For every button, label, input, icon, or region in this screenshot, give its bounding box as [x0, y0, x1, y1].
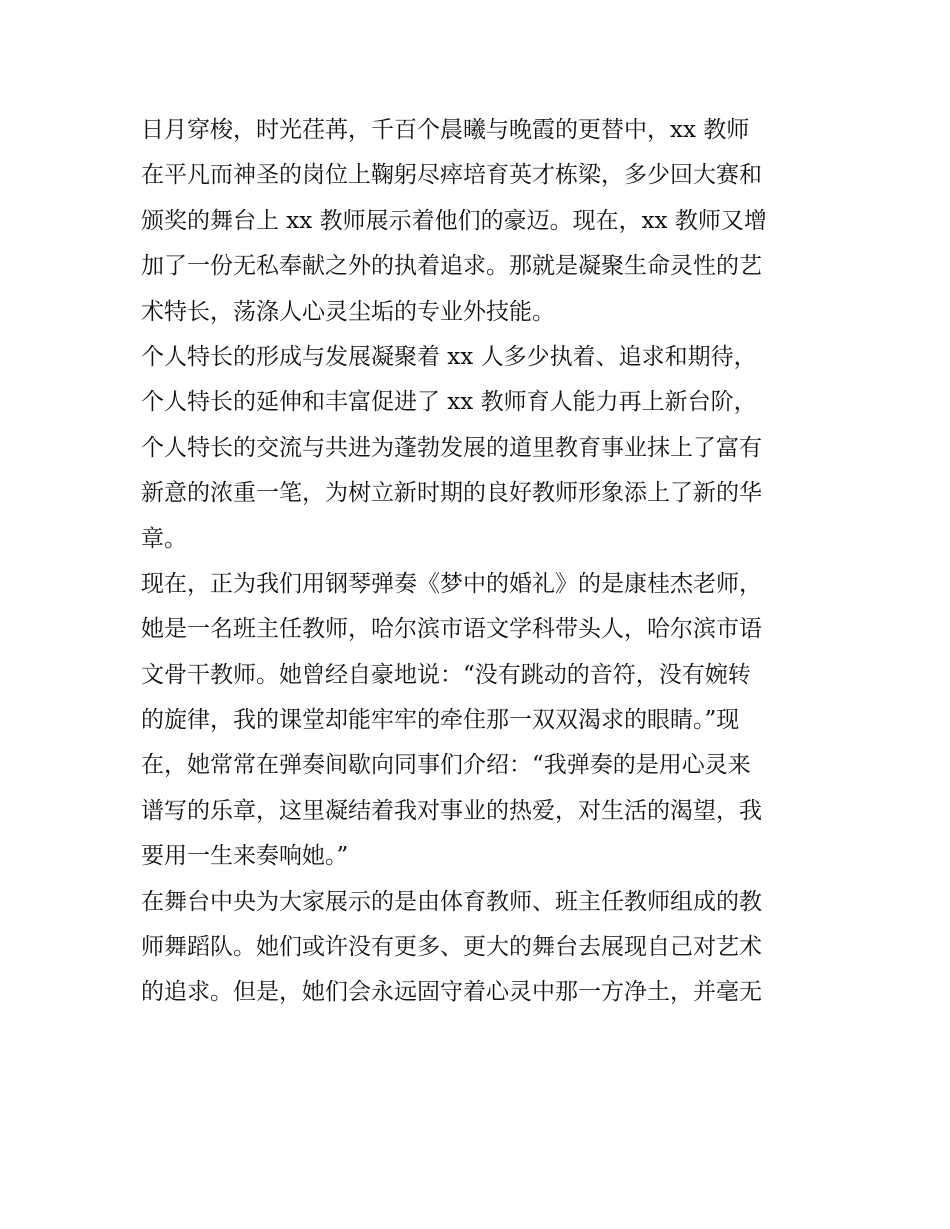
text-line: 师舞蹈队。她们或许没有更多、更大的舞台去展现自己对艺术 [141, 934, 762, 961]
text-line: 章。 [141, 525, 187, 552]
text-line: 的追求。但是，她们会永远固守着心灵中那一方净土，并毫无 [141, 979, 762, 1006]
text-line: 个人特长的延伸和丰富促进了 xx 教师育人能力再上新台阶， [141, 389, 757, 416]
text-line: 新意的浓重一笔，为树立新时期的良好教师形象添上了新的华 [141, 480, 762, 507]
text-line: 现在，正为我们用钢琴弹奏《梦中的婚礼》的是康桂杰老师， [141, 570, 762, 597]
text-line: 谱写的乐章，这里凝结着我对事业的热爱，对生活的渴望，我 [141, 797, 762, 824]
text-line: 在平凡而神圣的岗位上鞠躬尽瘁培育英才栋梁，多少回大赛和 [141, 162, 762, 189]
text-line: 个人特长的交流与共进为蓬勃发展的道里教育事业抹上了富有 [141, 434, 762, 461]
text-line: 在舞台中央为大家展示的是由体育教师、班主任教师组成的教 [141, 888, 762, 915]
text-line: 要用一生来奏响她。” [141, 843, 349, 870]
text-line: 个人特长的形成与发展凝聚着 xx 人多少执着、追求和期待， [141, 343, 757, 370]
text-line: 日月穿梭，时光荏苒，千百个晨曦与晚霞的更替中，xx 教师 [141, 117, 750, 143]
text-line: 颁奖的舞台上 xx 教师展示着他们的豪迈。现在，xx 教师又增 [141, 207, 767, 234]
text-line: 术特长，荡涤人心灵尘垢的专业外技能。 [141, 298, 555, 325]
text-line: 加了一份无私奉献之外的执着追求。那就是凝聚生命灵性的艺 [141, 253, 762, 280]
text-line: 她是一名班主任教师，哈尔滨市语文学科带头人，哈尔滨市语 [141, 616, 762, 643]
text-line: 的旋律，我的课堂却能牢牢的牵住那一双双渴求的眼睛。”现 [141, 707, 740, 734]
text-line: 文骨干教师。她曾经自豪地说：“没有跳动的音符，没有婉转 [141, 661, 751, 688]
body-text [141, 108, 831, 1016]
text-line: 在，她常常在弹奏间歇向同事们介绍：“我弹奏的是用心灵来 [141, 752, 751, 779]
